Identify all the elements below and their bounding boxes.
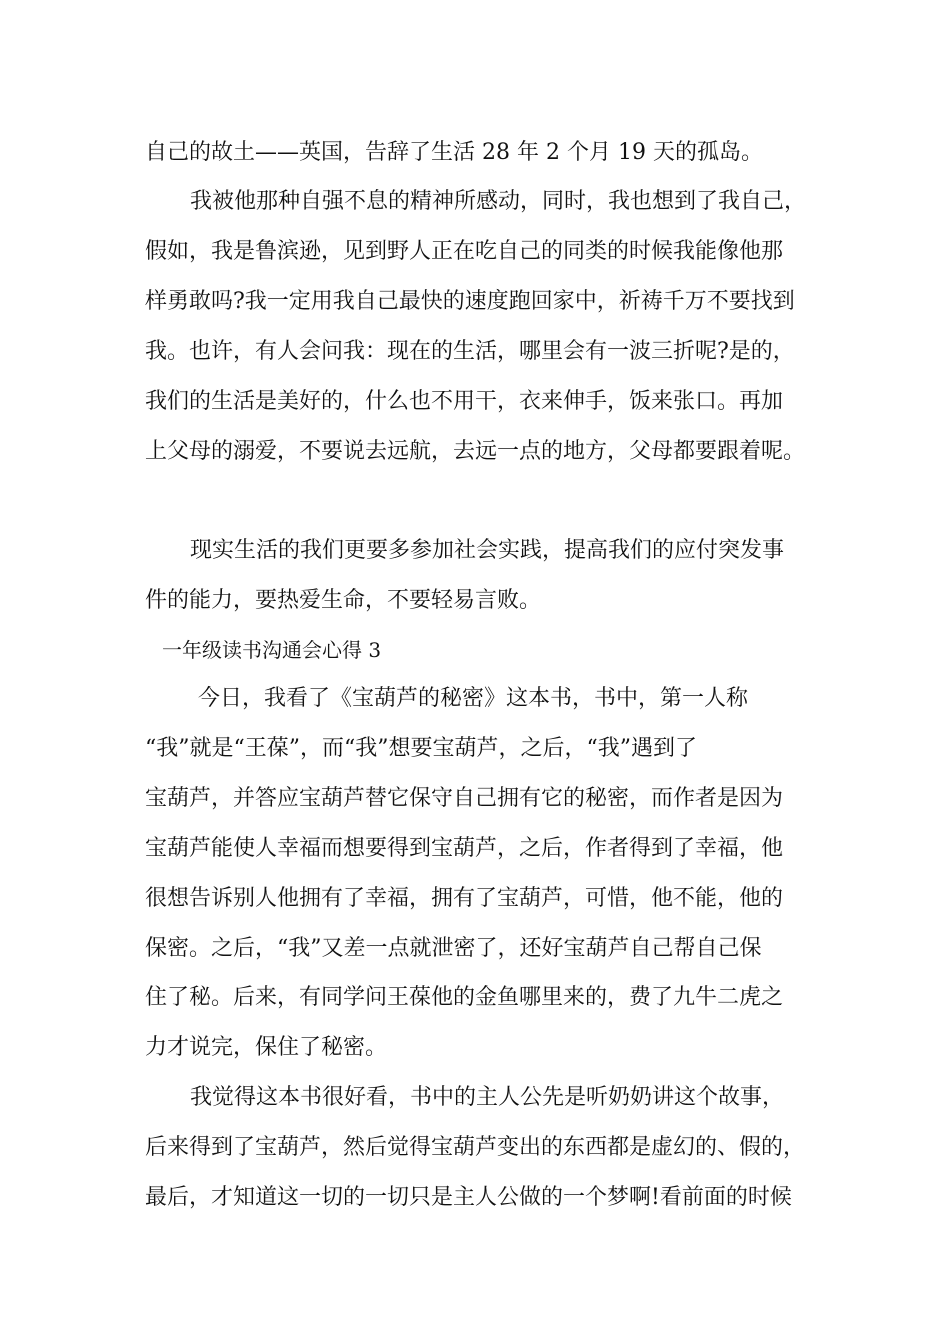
paragraph-first-line: 我觉得这本书很好看，书中的主人公先是听奶奶讲这个故事，: [190, 1085, 785, 1110]
text-line: 后来得到了宝葫芦，然后觉得宝葫芦变出的东西都是虚幻的、假的，: [145, 1135, 806, 1160]
text-line: 上父母的溺爱，不要说去远航，去远一点的地方，父母都要跟着呢。: [145, 439, 806, 464]
text-line: 样勇敢吗?我一定用我自己最快的速度跑回家中，祈祷千万不要找到: [145, 289, 795, 314]
text-line: 件的能力，要热爱生命，不要轻易言败。: [145, 588, 542, 613]
paragraph-first-line: 现实生活的我们更要多参加社会实践，提高我们的应付突发事: [190, 538, 785, 563]
text-line: 保密。之后，“我”又差一点就泄密了，还好宝葫芦自己帮自己保: [145, 936, 762, 961]
paragraph-first-line: 今日，我看了《宝葫芦的秘密》这本书，书中，第一人称: [198, 686, 749, 711]
section-heading: 一年级读书沟通会心得 3: [162, 638, 382, 662]
text-line: 力才说完，保住了秘密。: [145, 1035, 388, 1060]
text-line: 很想告诉别人他拥有了幸福，拥有了宝葫芦，可惜，他不能，他的: [145, 886, 784, 911]
text-line: 宝葫芦，并答应宝葫芦替它保守自己拥有它的秘密，而作者是因为: [145, 786, 784, 811]
text-line: 宝葫芦能使人幸福而想要得到宝葫芦，之后，作者得到了幸福，他: [145, 836, 784, 861]
paragraph-first-line: 我被他那种自强不息的精神所感动，同时，我也想到了我自己，: [190, 189, 807, 214]
text-line: 最后，才知道这一切的一切只是主人公做的一个梦啊!看前面的时候: [145, 1185, 792, 1210]
text-line: 自己的故土——英国，告辞了生活 28 年 2 个月 19 天的孤岛。: [145, 140, 763, 165]
text-line: 我们的生活是美好的，什么也不用干，衣来伸手，饭来张口。再加: [145, 389, 784, 414]
text-line: “我”就是“王葆”，而“我”想要宝葫芦，之后，“我”遇到了: [145, 736, 697, 761]
text-line: 假如，我是鲁滨逊，见到野人正在吃自己的同类的时候我能像他那: [145, 239, 784, 264]
text-line: 我。也许，有人会问我：现在的生活，哪里会有一波三折呢?是的，: [145, 339, 795, 364]
text-line: 住了秘。后来，有同学问王葆他的金鱼哪里来的，费了九牛二虎之: [145, 985, 784, 1010]
